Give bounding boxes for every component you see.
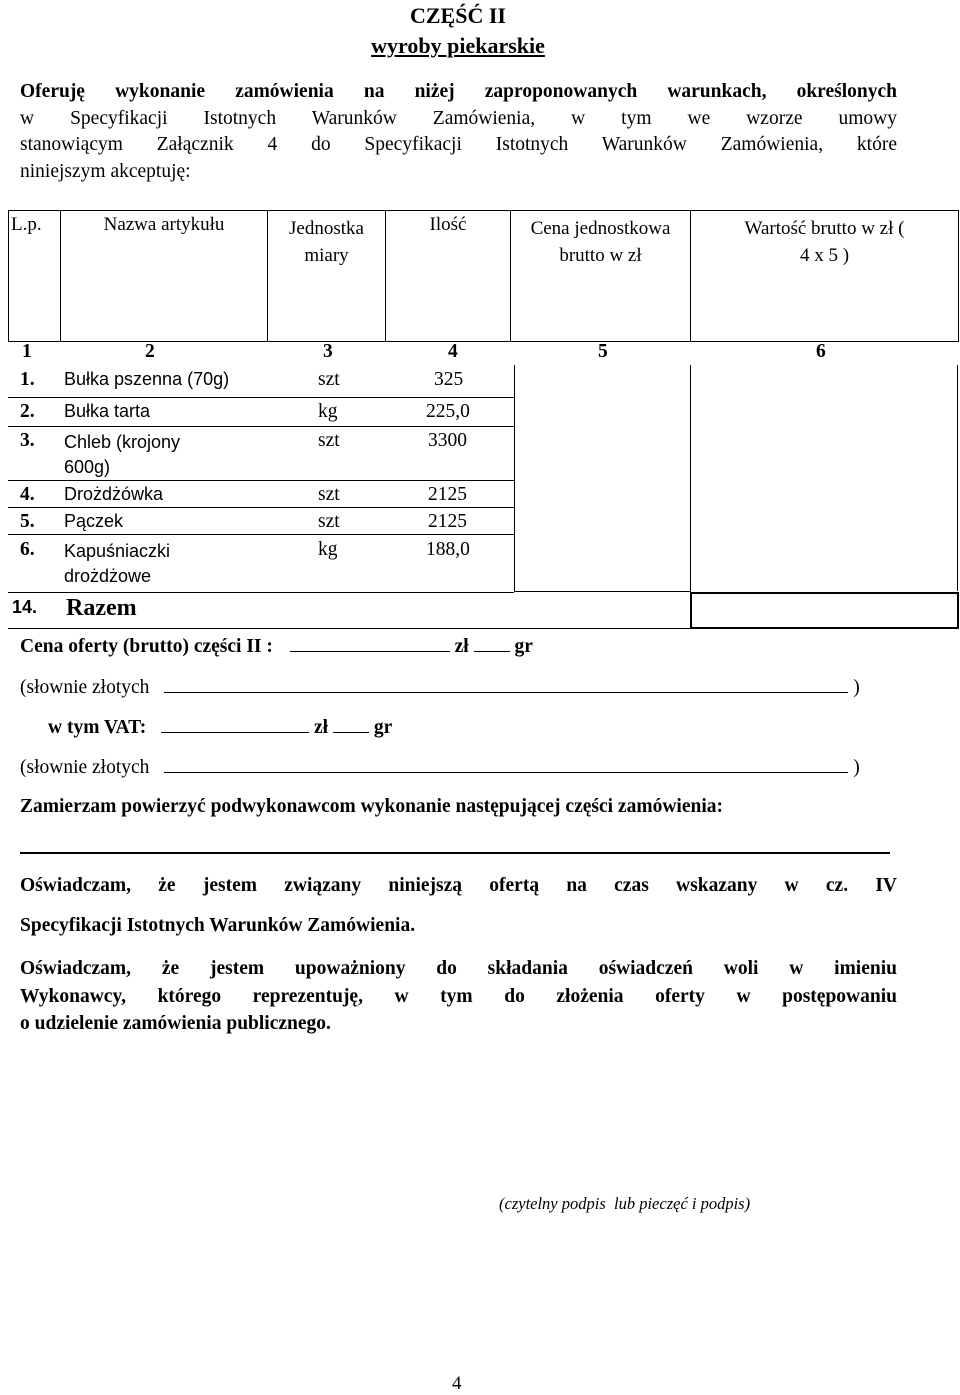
declaration-line: o udzielenie zamówienia publicznego. bbox=[20, 1013, 331, 1034]
total-lp: 14. bbox=[12, 597, 38, 617]
row-line bbox=[8, 397, 514, 398]
subcontract-label: Zamierzam powierzyć podwykonawcom wykonanie następującej części zamówienia: bbox=[20, 796, 723, 817]
row-qty: 188,0 bbox=[426, 539, 470, 560]
row-qty: 3300 bbox=[428, 430, 467, 451]
col-num-4: 4 bbox=[448, 341, 458, 362]
vat-label: w tym VAT: bbox=[48, 717, 147, 738]
row-name: Bułka tarta bbox=[64, 401, 151, 421]
col-num-5: 5 bbox=[598, 341, 608, 362]
vat-words-label: (słownie złotych bbox=[20, 757, 150, 778]
offer-price-line bbox=[20, 633, 533, 658]
table-header-row bbox=[9, 211, 959, 342]
page-title: CZĘŚĆ II bbox=[410, 3, 506, 28]
row-lp: 4. bbox=[20, 484, 35, 505]
declaration-binding bbox=[20, 875, 897, 937]
row-unit: szt bbox=[318, 369, 340, 390]
row-unit: szt bbox=[318, 430, 340, 451]
signature-caption: (czytelny podpis lub pieczęć i podpis) bbox=[499, 1194, 751, 1213]
subcontract-field[interactable] bbox=[20, 852, 890, 854]
rows-bottom-line bbox=[514, 591, 691, 592]
declaration-authorization bbox=[20, 955, 897, 1038]
row-lp: 1. bbox=[20, 369, 35, 390]
price-zl-field[interactable] bbox=[290, 633, 450, 652]
vat-close-paren: ) bbox=[853, 757, 860, 778]
row-line bbox=[8, 592, 514, 593]
total-row-line bbox=[8, 628, 690, 629]
total-label: Razem bbox=[66, 595, 137, 621]
row-name: Bułka pszenna (70g) bbox=[64, 369, 230, 389]
intro-line: niniejszym akceptuję: bbox=[20, 160, 191, 182]
row-lp: 6. bbox=[20, 539, 35, 560]
row-qty: 225,0 bbox=[426, 401, 470, 422]
row-name: Chleb (krojony 600g) bbox=[64, 432, 181, 477]
divider-price bbox=[690, 365, 691, 591]
row-line bbox=[8, 480, 514, 481]
page-subtitle: wyroby piekarskie bbox=[371, 33, 545, 58]
declaration-line: Specyfikacji Istotnych Warunków Zamówienia. bbox=[20, 915, 416, 936]
vat-line bbox=[48, 714, 392, 739]
intro-line: w Specyfikacji Istotnych Warunków Zamówienia, w tym we wzorze umowy bbox=[20, 107, 897, 129]
row-line bbox=[8, 507, 514, 508]
header-price: Cena jednostkowa brutto w zł bbox=[511, 211, 691, 342]
price-words-field[interactable] bbox=[164, 674, 848, 693]
col-num-1: 1 bbox=[22, 341, 32, 362]
row-qty: 2125 bbox=[428, 511, 467, 532]
row-name: Kapuśniaczki drożdżowe bbox=[64, 541, 171, 586]
col-num-2: 2 bbox=[145, 341, 155, 362]
header-lp: L.p. bbox=[9, 211, 61, 342]
vat-gr-label: gr bbox=[373, 717, 393, 738]
header-qty: Ilość bbox=[386, 211, 511, 342]
header-unit: Jednostka miary bbox=[268, 211, 386, 342]
row-line bbox=[8, 426, 514, 427]
price-gr-field[interactable] bbox=[474, 633, 510, 652]
page-number: 4 bbox=[452, 1373, 462, 1394]
divider-right bbox=[957, 365, 958, 591]
close-paren: ) bbox=[853, 677, 860, 698]
divider-qty bbox=[514, 365, 515, 591]
zl-label: zł bbox=[454, 636, 469, 657]
row-unit: szt bbox=[318, 511, 340, 532]
col-num-6: 6 bbox=[816, 341, 826, 362]
row-name: Pączek bbox=[64, 511, 124, 531]
vat-zl-field[interactable] bbox=[161, 714, 309, 733]
col-num-3: 3 bbox=[323, 341, 333, 362]
intro-line: stanowiącym Załącznik 4 do Specyfikacji Istotnych Warunków Zamówienia, które bbox=[20, 134, 897, 155]
declaration-line: Oświadczam, że jestem upoważniony do składania oświadczeń woli w imieniu bbox=[20, 958, 897, 979]
row-name: Drożdżówka bbox=[64, 484, 164, 504]
intro-line: Oferuję wykonanie zamówienia na niżej zaproponowanych warunkach, określonych bbox=[20, 81, 897, 102]
row-qty: 2125 bbox=[428, 484, 467, 505]
offer-table bbox=[8, 210, 959, 342]
row-qty: 325 bbox=[434, 369, 464, 390]
row-lp: 3. bbox=[20, 430, 35, 451]
row-line bbox=[8, 534, 514, 535]
price-words-line bbox=[20, 674, 860, 699]
intro-paragraph bbox=[20, 79, 897, 185]
vat-words-line bbox=[20, 754, 860, 779]
vat-gr-field[interactable] bbox=[333, 714, 369, 733]
vat-words-field[interactable] bbox=[164, 754, 848, 773]
row-unit: szt bbox=[318, 484, 340, 505]
declaration-line: Oświadczam, że jestem związany niniejszą ofertą na czas wskazany w cz. IV bbox=[20, 875, 897, 896]
gr-label: gr bbox=[514, 636, 533, 657]
total-value-box[interactable] bbox=[690, 592, 959, 629]
row-lp: 5. bbox=[20, 511, 35, 532]
declaration-line: Wykonawcy, którego reprezentuję, w tym do złożenia oferty w postępowaniu bbox=[20, 985, 897, 1007]
row-unit: kg bbox=[318, 539, 338, 560]
header-value: Wartość brutto w zł ( 4 x 5 ) bbox=[691, 211, 959, 342]
header-name: Nazwa artykułu bbox=[61, 211, 268, 342]
row-unit: kg bbox=[318, 401, 338, 422]
offer-price-label: Cena oferty (brutto) części II : bbox=[20, 636, 273, 657]
words-label: (słownie złotych bbox=[20, 677, 150, 698]
row-lp: 2. bbox=[20, 401, 35, 422]
vat-zl-label: zł bbox=[313, 717, 329, 738]
